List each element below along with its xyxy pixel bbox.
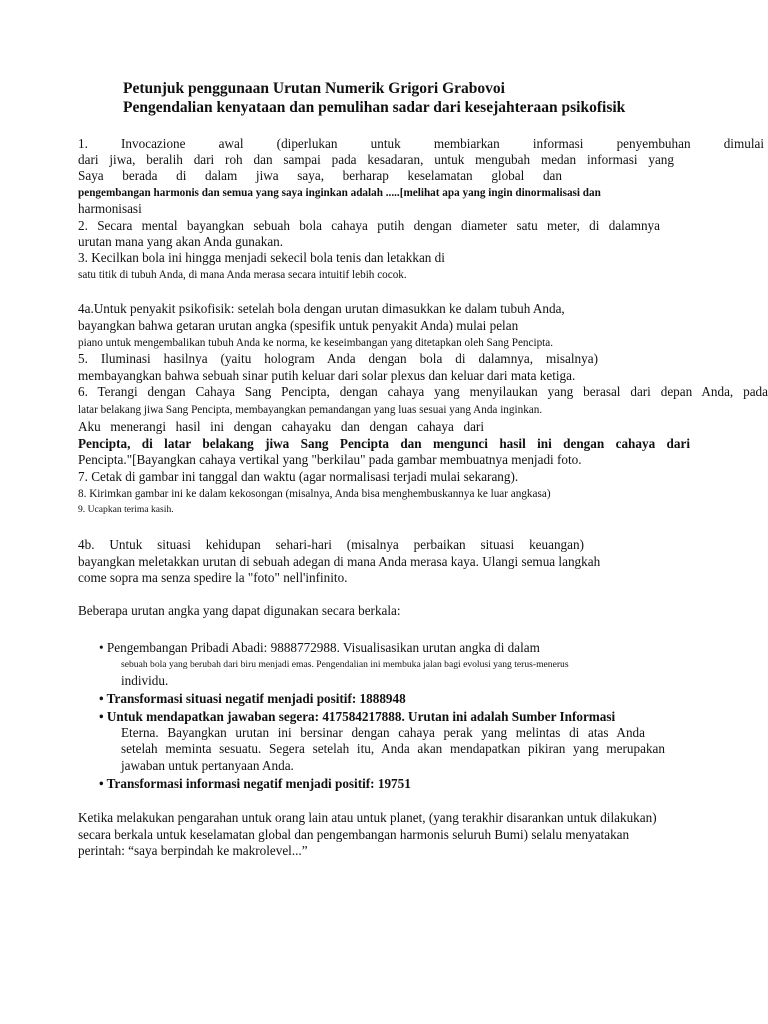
list-item-continuation: setelah meminta sesuatu. Segera setelah itu, Anda akan mendapatkan pikiran yang merupakan — [121, 741, 665, 756]
text-line: pengembangan harmonis dan semua yang saya inginkan adalah .....[melihat apa yang ingin dinormalisasi dan — [78, 187, 601, 199]
text-line: Saya berada di dalam jiwa saya, berharap keselamatan global dan — [78, 168, 562, 183]
list-item-continuation: Eterna. Bayangkan urutan ini bersinar dengan cahaya perak yang melintas di atas Anda — [121, 725, 645, 740]
text-line: harmonisasi — [78, 201, 142, 216]
text-line: 7. Cetak di gambar ini tanggal dan waktu (agar normalisasi terjadi mulai sekarang). — [78, 469, 519, 484]
list-item: • Pengembangan Pribadi Abadi: 9888772988. Visualisasikan urutan angka di dalam — [99, 640, 540, 655]
text-line: bayangkan bahwa getaran urutan angka (spesifik untuk penyakit Anda) mulai pelan — [78, 318, 519, 333]
document-title: Petunjuk penggunaan Urutan Numerik Grigori Grabovoi — [123, 80, 505, 97]
text-line: secara berkala untuk keselamatan global dan pengembangan harmonis seluruh Bumi) selalu menyatakan — [78, 827, 630, 842]
list-item-continuation: jawaban untuk pertanyaan Anda. — [121, 758, 294, 773]
text-line: 4a.Untuk penyakit psikofisik: setelah bola dengan urutan dimasukkan ke dalam tubuh Anda, — [78, 301, 565, 316]
text-line: urutan mana yang akan Anda gunakan. — [78, 234, 284, 249]
text-line: bayangkan meletakkan urutan di sebuah adegan di mana Anda merasa kaya. Ulangi semua langkah — [78, 554, 601, 569]
text-line: 3. Kecilkan bola ini hingga menjadi sekecil bola tenis dan letakkan di — [78, 250, 445, 265]
text-line: 1. Invocazione awal (diperlukan untuk membiarkan informasi penyembuhan dimulai — [78, 136, 764, 151]
list-item-continuation: individu. — [121, 673, 169, 688]
text-line: dari jiwa, beralih dari roh dan sampai pada kesadaran, untuk mengubah medan informasi yang — [78, 152, 674, 167]
document-subtitle: Pengendalian kenyataan dan pemulihan sadar dari kesejahteraan psikofisik — [123, 99, 626, 116]
text-line: Aku menerangi hasil ini dengan cahayaku dan dengan cahaya dari — [78, 419, 484, 434]
list-item-continuation: sebuah bola yang berubah dari biru menjadi emas. Pengendalian ini membuka jalan bagi evolusi yang terus-menerus — [121, 659, 569, 670]
text-line: Ketika melakukan pengarahan untuk orang lain atau untuk planet, (yang terakhir disarankan untuk dilakukan) — [78, 810, 657, 825]
text-line: perintah: “saya berpindah ke makrolevel...” — [78, 843, 308, 858]
text-line: 9. Ucapkan terima kasih. — [78, 504, 174, 515]
list-item: • Transformasi informasi negatif menjadi positif: 19751 — [99, 776, 411, 791]
list-item: • Untuk mendapatkan jawaban segera: 417584217888. Urutan ini adalah Sumber Informasi — [99, 709, 616, 724]
text-line: satu titik di tubuh Anda, di mana Anda merasa secara intuitif lebih cocok. — [78, 269, 407, 281]
text-line: come sopra ma senza spedire la "foto" nell'infinito. — [78, 570, 348, 585]
text-line: membayangkan bahwa sebuah sinar putih keluar dari solar plexus dan keluar dari mata ketiga. — [78, 368, 576, 383]
text-line: 6. Terangi dengan Cahaya Sang Pencipta, dengan cahaya yang menyilaukan yang berasal dari depan Anda, pada — [78, 384, 768, 399]
text-line: piano untuk mengembalikan tubuh Anda ke norma, ke keseimbangan yang ditetapkan oleh Sang Pencipta. — [78, 337, 554, 349]
text-line: 8. Kirimkan gambar ini ke dalam kekosongan (misalnya, Anda bisa menghembuskannya ke luar angkasa) — [78, 488, 551, 500]
text-line: Beberapa urutan angka yang dapat digunakan secara berkala: — [78, 603, 401, 618]
text-line: latar belakang jiwa Sang Pencipta, membayangkan pemandangan yang luas sesuai yang Anda inginkan. — [78, 404, 543, 416]
text-line: 5. Iluminasi hasilnya (yaitu hologram Anda dengan bola di dalamnya, misalnya) — [78, 351, 598, 366]
text-line: 4b. Untuk situasi kehidupan sehari-hari (misalnya perbaikan situasi keuangan) — [78, 537, 584, 552]
list-item: • Transformasi situasi negatif menjadi positif: 1888948 — [99, 691, 406, 706]
text-line: Pencipta, di latar belakang jiwa Sang Pencipta dan mengunci hasil ini dengan cahaya dari — [78, 436, 690, 451]
text-line: 2. Secara mental bayangkan sebuah bola cahaya putih dengan diameter satu meter, di dalamnya — [78, 218, 660, 233]
text-line: Pencipta."[Bayangkan cahaya vertikal yang "berkilau" pada gambar membuatnya menjadi foto. — [78, 452, 582, 467]
